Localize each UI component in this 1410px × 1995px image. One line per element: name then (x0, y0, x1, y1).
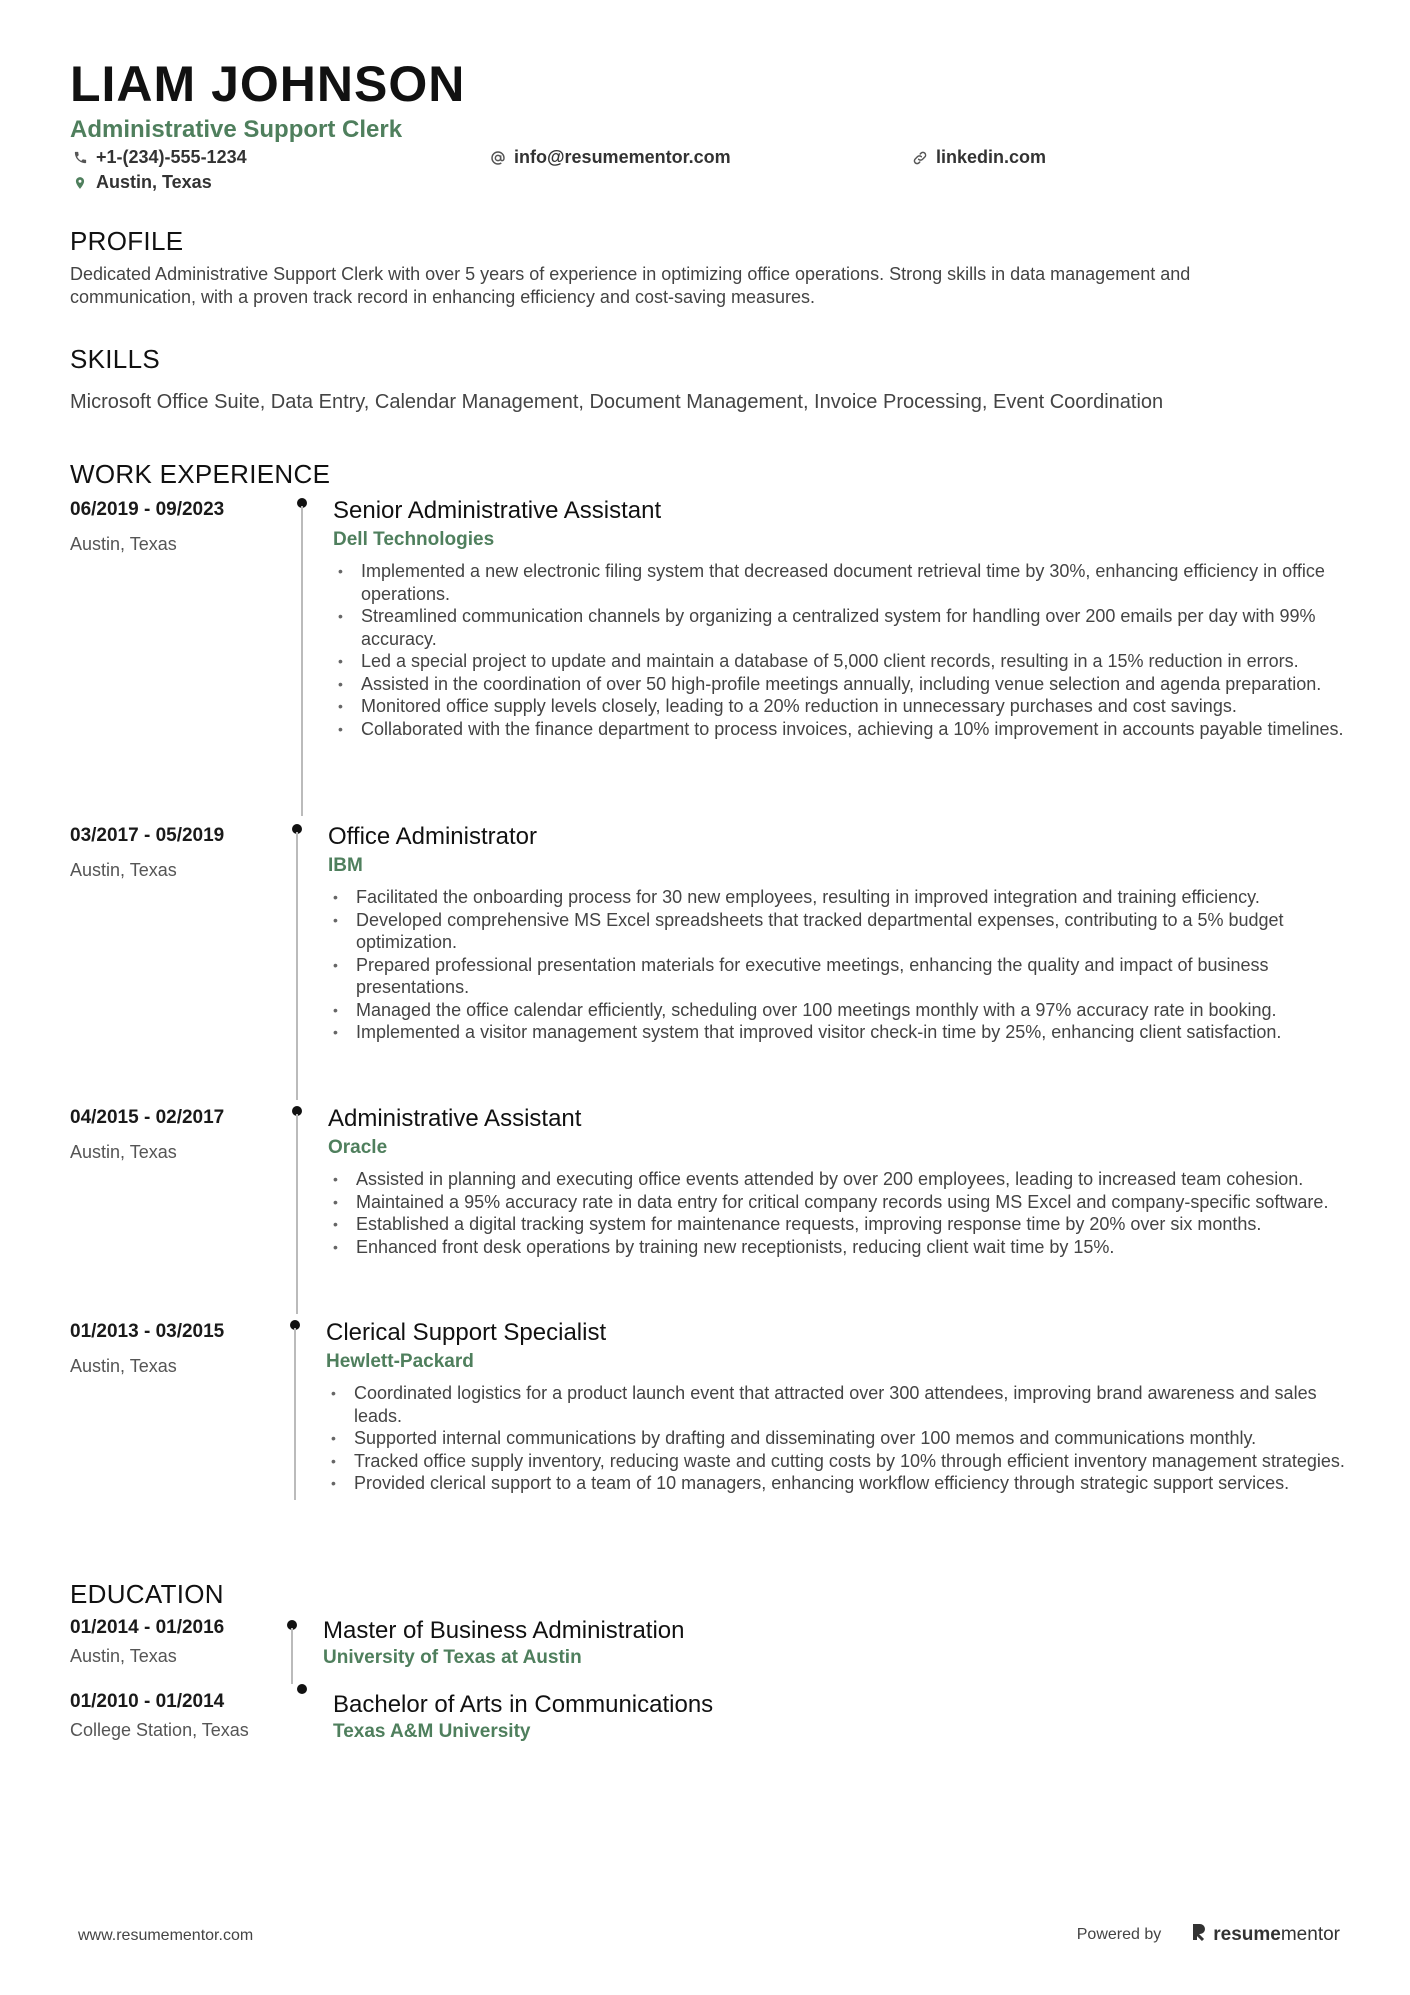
brand-logo[interactable] (1191, 1922, 1340, 1948)
job-bullet: • Provided clerical support to a team of 10 managers, enhancing workflow efficiency through strategic support services. (331, 1473, 1290, 1493)
job-bullet: • Supported internal communications by drafting and disseminating over 100 memos and communications monthly. (331, 1428, 1257, 1448)
job-location: Austin, Texas (70, 860, 177, 880)
education-entry (70, 1690, 1360, 1764)
edu-degree: Master of Business Administration (323, 1617, 685, 1644)
powered-by-label: Powered by (1076, 1926, 1162, 1943)
job-dates: 06/2019 - 09/2023 (70, 499, 225, 520)
timeline (295, 494, 333, 820)
edu-location: Austin, Texas (70, 1646, 177, 1666)
job-bullet: • Facilitated the onboarding process for 30 new employees, resulting in improved integration and training efficiency. (333, 887, 1260, 907)
job-bullet: • Streamlined communication channels by organizing a centralized system for handling over 200 emails per day with 99% accuracy. (338, 606, 1316, 649)
job-bullet: • Developed comprehensive MS Excel spreadsheets that tracked departmental expenses, contributing to a 5% budget optimization. (333, 909, 1284, 952)
timeline (295, 1690, 333, 1764)
job-dates: 03/2017 - 05/2019 (70, 825, 225, 846)
job-bullet: • Implemented a visitor management system that improved visitor check-in time by 25%, enhancing client satisfaction. (333, 1022, 1282, 1042)
job-entry (70, 1102, 1360, 1316)
job-location: Austin, Texas (70, 1142, 177, 1162)
job-company: IBM (328, 855, 363, 876)
email-text: info@resumementor.com (514, 147, 731, 167)
timeline-line (296, 1114, 298, 1314)
job-entry (70, 820, 1360, 1102)
contact-linkedin[interactable] (912, 147, 1046, 168)
education-heading: EDUCATION (70, 1579, 224, 1609)
candidate-title: Administrative Support Clerk (70, 116, 403, 143)
job-bullet: • Collaborated with the finance department to process invoices, achieving a 10% improvement in accounts payable timelines. (338, 718, 1344, 739)
job-entry (70, 1316, 1360, 1552)
job-bullet: • Coordinated logistics for a product launch event that attracted over 300 attendees, improving brand awareness and sales leads. (331, 1383, 1317, 1426)
linkedin-text: linkedin.com (936, 147, 1047, 167)
timeline (290, 820, 328, 1102)
job-company: Oracle (328, 1137, 388, 1158)
skills-text: Microsoft Office Suite, Data Entry, Calendar Management, Document Management, Invoice Processing, Event Coordination (70, 391, 1164, 413)
location-text: Austin, Texas (96, 172, 212, 192)
profile-text: Dedicated Administrative Support Clerk with over 5 years of experience in optimizing office operations. Strong skills in data management and communication, with a proven track record in enhancing efficiency and cost-saving measures. (70, 264, 1191, 307)
job-bullet: • Monitored office supply levels closely, leading to a 20% reduction in unnecessary purchases and cost savings. (338, 696, 1237, 716)
job-dates: 01/2013 - 03/2015 (70, 1321, 225, 1342)
job-entry (70, 494, 1360, 820)
job-role: Office Administrator (328, 823, 537, 850)
timeline (285, 1616, 323, 1690)
timeline-line (291, 1628, 293, 1684)
job-role: Senior Administrative Assistant (333, 497, 662, 524)
job-bullet: • Enhanced front desk operations by training new receptionists, reducing client wait time by 15%. (333, 1236, 1115, 1257)
edu-degree: Bachelor of Arts in Communications (333, 1691, 714, 1718)
timeline-line (294, 1328, 296, 1500)
phone-text: +1-(234)-555-1234 (96, 147, 247, 167)
timeline-dot (297, 1684, 307, 1694)
job-role: Administrative Assistant (328, 1105, 582, 1132)
job-bullet: • Implemented a new electronic filing system that decreased document retrieval time by 30%, enhancing efficiency in office operations. (338, 561, 1325, 604)
job-bullet: • Prepared professional presentation materials for executive meetings, enhancing the quality and impact of business presentations. (333, 954, 1269, 997)
job-bullets (326, 1382, 1360, 1495)
job-bullet: • Established a digital tracking system for maintenance requests, improving response time by 20% over six months. (333, 1214, 1262, 1234)
skills-heading: SKILLS (70, 344, 160, 374)
job-location: Austin, Texas (70, 1356, 177, 1376)
at-icon (490, 150, 506, 166)
location-pin-icon (72, 175, 88, 191)
job-role: Clerical Support Specialist (326, 1319, 607, 1346)
link-icon (912, 150, 928, 166)
job-bullets (328, 886, 1360, 1044)
timeline-line (301, 506, 303, 816)
contact-location (72, 172, 212, 193)
contact-email[interactable] (490, 147, 731, 168)
contact-row (70, 147, 1360, 201)
resume-page (70, 55, 1360, 1764)
profile-heading: PROFILE (70, 226, 184, 256)
candidate-name: LIAM JOHNSON (70, 56, 466, 112)
edu-school: Texas A&M University (333, 1721, 531, 1742)
job-location: Austin, Texas (70, 534, 177, 554)
edu-dates: 01/2014 - 01/2016 (70, 1617, 225, 1638)
job-bullets (333, 560, 1360, 740)
edu-dates: 01/2010 - 01/2014 (70, 1691, 225, 1712)
footer-website[interactable]: www.resumementor.com (78, 1927, 254, 1944)
edu-location: College Station, Texas (70, 1720, 249, 1740)
job-bullet: • Managed the office calendar efficiently, scheduling over 100 meetings monthly with a 97% accuracy rate in booking. (333, 999, 1277, 1020)
brand-name-bold: resume (1213, 1924, 1281, 1945)
job-bullet: • Led a special project to update and maintain a database of 5,000 client records, resulting in a 15% reduction in errors. (338, 651, 1299, 671)
job-bullets (328, 1168, 1360, 1258)
phone-icon (72, 150, 88, 166)
edu-school: University of Texas at Austin (323, 1647, 582, 1668)
brand-name-light: mentor (1280, 1924, 1340, 1945)
footer-brand (1077, 1922, 1340, 1948)
education-entry (70, 1616, 1360, 1690)
timeline-line (296, 832, 298, 1100)
job-bullet: • Maintained a 95% accuracy rate in data entry for critical company records using MS Excel and company-specific software. (333, 1191, 1329, 1212)
job-bullet: • Tracked office supply inventory, reducing waste and cutting costs by 10% through efficient inventory management strategies. (331, 1450, 1345, 1471)
job-company: Dell Technologies (333, 529, 495, 550)
job-bullet: • Assisted in the coordination of over 50 high-profile meetings annually, including venue selection and agenda preparation. (338, 673, 1322, 694)
timeline (288, 1316, 326, 1552)
contact-phone (72, 147, 247, 168)
brand-logo-icon (1191, 1922, 1207, 1948)
job-company: Hewlett-Packard (326, 1351, 474, 1372)
timeline (290, 1102, 328, 1316)
work-experience-heading: WORK EXPERIENCE (70, 459, 331, 489)
job-bullet: • Assisted in planning and executing office events attended by over 200 employees, leading to increased team cohesion. (333, 1169, 1304, 1189)
job-dates: 04/2015 - 02/2017 (70, 1107, 225, 1128)
